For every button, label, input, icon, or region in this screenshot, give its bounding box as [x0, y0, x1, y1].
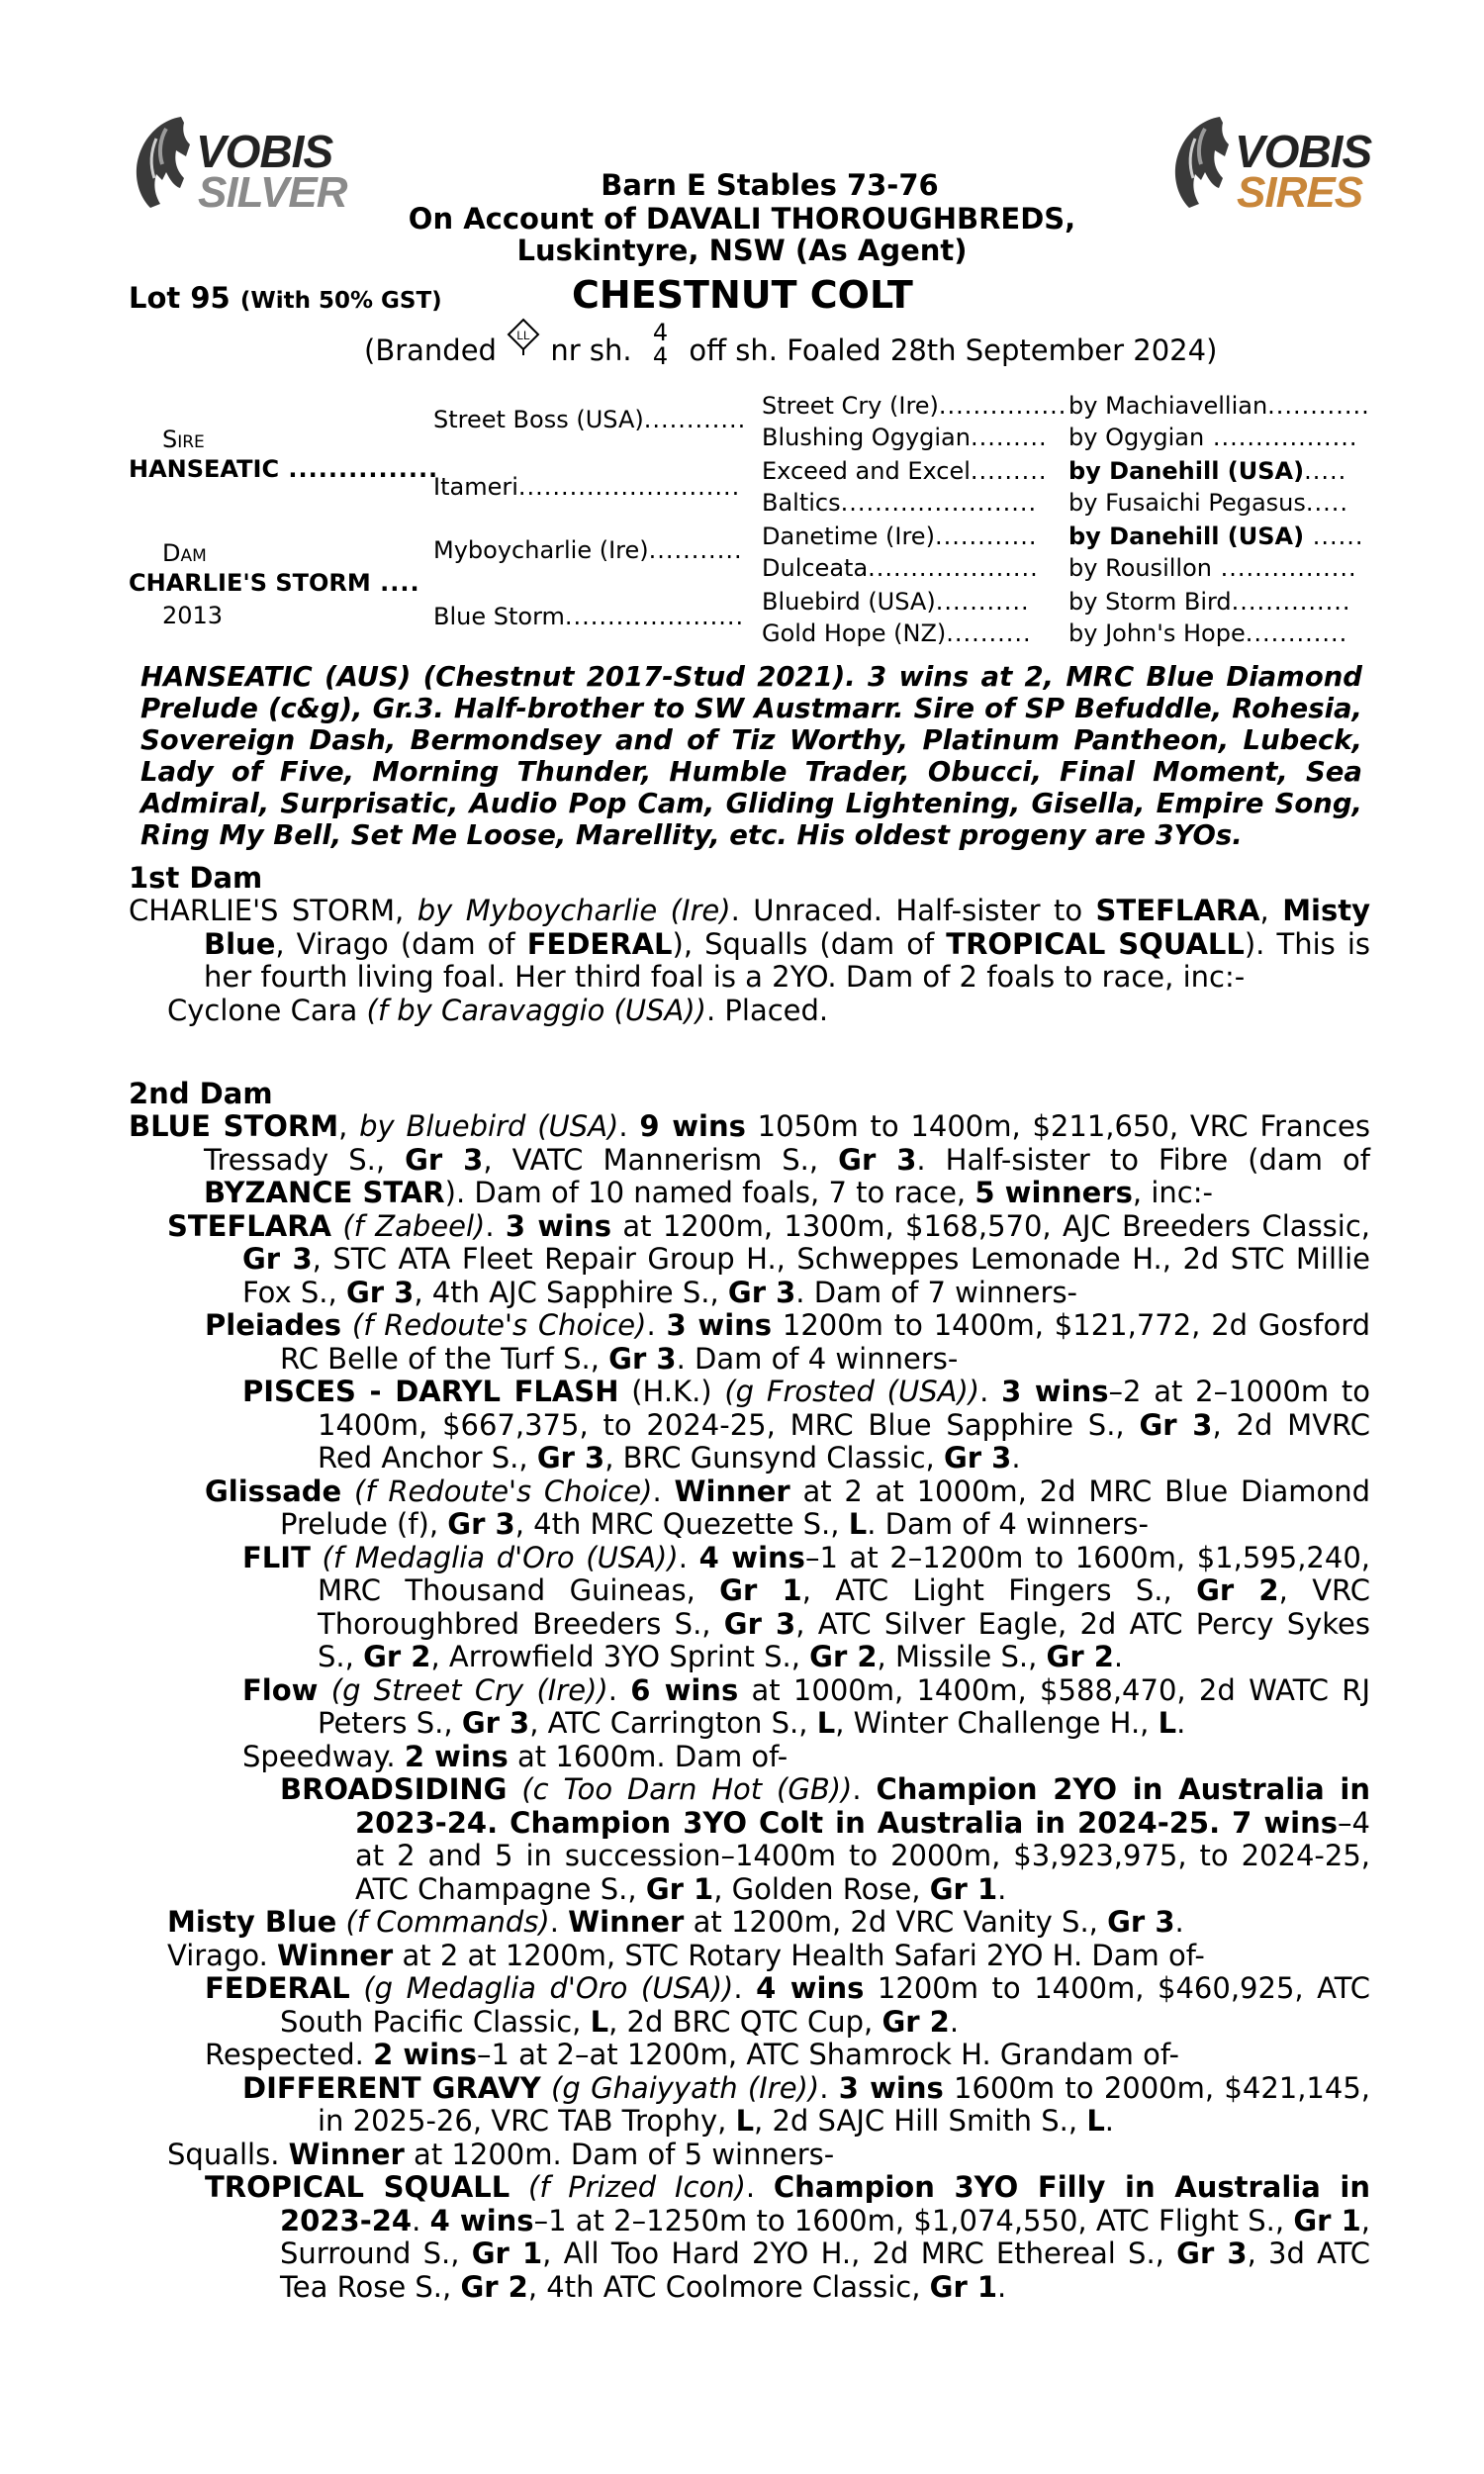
entry-text: 2 wins	[373, 2038, 477, 2071]
entry-text: .	[618, 1109, 640, 1143]
pedigree-entry	[129, 1972, 1370, 2039]
entry-text: . Dam of 4 winners-	[676, 1341, 959, 1376]
entry-text: .	[852, 1772, 877, 1806]
entry-text: . Dam of 7 winners-	[795, 1275, 1078, 1309]
pedigree-entry	[129, 1906, 1370, 1940]
g2-text: Street Cry (Ire)	[762, 392, 939, 420]
entry-text: .	[607, 1672, 631, 1707]
g3-text: by Danehill (USA)	[1068, 523, 1305, 550]
dam-name: CHARLIE'S STORM ....	[129, 569, 420, 597]
g3-text: by John's Hope	[1068, 619, 1246, 647]
entry-text: (f Redoute's Choice)	[354, 1474, 653, 1508]
g3-5: by Danehill (USA) ......	[1068, 523, 1364, 550]
pedigree-entry	[129, 1210, 1370, 1310]
entry-text: (g Medaglia d'Oro (USA))	[363, 1971, 734, 2005]
entry-text	[341, 1308, 352, 1342]
entry-text: Respected.	[205, 2038, 374, 2071]
entry-text: Glissade	[205, 1474, 342, 1508]
gst-note: (With 50% GST)	[239, 288, 442, 314]
entry-text: Gr 3	[345, 1275, 415, 1309]
entry-text: Champion 3YO Filly in Australia in 2023-24	[280, 2170, 1370, 2237]
dam-dam: Blue Storm.....................	[433, 603, 745, 630]
first-dam-heading: 1st Dam	[129, 861, 263, 895]
g2-5: Danetime (Ire)............	[762, 523, 1038, 550]
entry-text: Gr 2	[809, 1640, 878, 1673]
entry-text	[341, 1475, 354, 1508]
entry-text: at 1600m. Dam of-	[508, 1739, 788, 1773]
pedigree-entry	[129, 1674, 1370, 1741]
entry-text: (f Prized Icon)	[528, 2170, 746, 2204]
entry-text: L	[590, 2004, 609, 2039]
entry-text: , 2d BRC QTC Cup,	[608, 2004, 882, 2039]
entry-text	[336, 1905, 345, 1939]
entry-text: –4 at 2 and 5 in succession–1400m to 2000m, $3,923,975, to 2024-25, ATC Champagne S.,	[355, 1805, 1370, 1906]
text: . Unraced. Half-sister to	[730, 894, 1096, 927]
entry-text: Gr 3	[405, 1142, 484, 1177]
entry-text: .	[1011, 1441, 1021, 1475]
entry-text: .	[979, 1375, 1002, 1408]
dam-sire: Myboycharlie (Ire)...........	[433, 536, 743, 564]
entry-text: .	[819, 2070, 839, 2105]
g2-text: Danetime (Ire)	[762, 523, 935, 550]
entry-text: BLUE STORM	[129, 1109, 339, 1143]
entry-text: BYZANCE STAR	[204, 1176, 445, 1209]
dam-sire: by Myboycharlie (Ire)	[417, 894, 731, 927]
entry-text: Gr 3	[608, 1341, 677, 1376]
entry-text: .	[652, 1474, 675, 1508]
entry-text: (f Zabeel)	[342, 1208, 486, 1243]
entry-text: at 1200m, 1300m, $168,570, AJC Breeders Classic,	[610, 1208, 1371, 1243]
entry-text: at 2 at 1000m, 2d MRC Blue Diamond Prelude (f),	[280, 1474, 1370, 1541]
entry-text: 1200m to 1400m, $121,772, 2d Gosford RC Belle of the Turf S.,	[280, 1308, 1371, 1376]
pedigree-entry	[129, 1940, 1370, 1973]
entry-text: L	[848, 1507, 868, 1541]
relative: FEDERAL	[526, 926, 673, 961]
entry-text	[331, 1209, 342, 1243]
pedigree-entry	[129, 2039, 1370, 2072]
entry-text: .	[646, 1308, 667, 1342]
entry-text: Virago.	[167, 1938, 278, 1972]
entry-text: , BRC Gunsynd Classic,	[604, 1441, 944, 1475]
second-dam-heading: 2nd Dam	[129, 1077, 273, 1110]
g2-text: Baltics	[762, 489, 841, 517]
entry-text: , 2d SAJC Hill Smith S.,	[754, 2104, 1087, 2138]
entry-text: L	[1086, 2104, 1105, 2138]
relative: TROPICAL SQUALL	[946, 926, 1245, 961]
entry-text: 4 wins	[756, 1971, 865, 2005]
entry-text: Gr 1	[1293, 2203, 1361, 2237]
entry-text: .	[1174, 1905, 1184, 1939]
entry-text: 1050m to 1400m, $211,650, VRC Frances Tressady S.,	[204, 1109, 1370, 1177]
entry-text: , 2d MVRC Red Anchor S.,	[318, 1407, 1370, 1475]
g3-text: by Danehill (USA)	[1068, 457, 1305, 485]
entry-text: Winner	[277, 1938, 394, 1972]
entry-text: .	[549, 1905, 569, 1939]
entry-text: . Dam of 4 winners-	[867, 1507, 1149, 1541]
entry-text: (H.K.)	[618, 1375, 725, 1408]
frac-top: 4	[652, 319, 669, 346]
entry-text: , Missile S.,	[877, 1640, 1047, 1673]
entry-text: ,	[338, 1109, 360, 1143]
g1-text: Itameri	[433, 473, 518, 501]
logo-word-2: SIRES	[1237, 168, 1363, 217]
lot-number: Lot 95	[129, 281, 231, 315]
entry-text: at 2 at 1200m, STC Rotary Health Safari 2YO H. Dam of-	[393, 1938, 1205, 1972]
g3-1: by Machiavellian............	[1068, 392, 1370, 420]
text: ). This is her fourth living foal. Her third foal is a 2YO. Dam of 2 foals to race, inc:-	[204, 926, 1370, 994]
entry-text: .	[745, 2170, 774, 2204]
entry-text	[350, 1971, 364, 2005]
sire-sire: Street Boss (USA)............	[433, 406, 747, 433]
g3-3: by Danehill (USA).....	[1068, 457, 1347, 485]
entry-text: , ATC Carrington S.,	[529, 1706, 817, 1740]
entry-text: Gr 2	[460, 2269, 528, 2304]
relative: Misty Blue	[204, 894, 1371, 961]
entry-text: DIFFERENT GRAVY	[242, 2070, 541, 2105]
sire-name: HANSEATIC ...............	[129, 455, 439, 483]
entry-text: Gr 3	[723, 1606, 796, 1641]
brand-mark-text: LL	[516, 329, 530, 342]
pedigree-entry	[129, 1110, 1370, 1210]
pedigree-entry	[129, 1376, 1370, 1475]
brand-fraction	[653, 321, 668, 368]
first-dam-block	[129, 895, 1370, 1027]
entry-text: Gr 1	[929, 2269, 998, 2304]
entry-text: .	[678, 1540, 699, 1574]
g2-text: Bluebird (USA)	[762, 588, 936, 616]
entry-text: , VATC Mannerism S.,	[483, 1142, 839, 1177]
entry-text: Gr 3	[242, 1242, 313, 1276]
entry-text: PISCES - DARYL FLASH	[242, 1375, 619, 1408]
entry-text: Flow	[242, 1672, 319, 1707]
entry-text: , Surround S.,	[280, 2203, 1370, 2270]
entry-text: , Arrowfield 3YO Sprint S.,	[430, 1640, 810, 1673]
brand-near-side: nr sh.	[550, 333, 632, 367]
entry-text: , VRC Thoroughbred Breeders S.,	[318, 1573, 1370, 1641]
entry-text: L	[816, 1706, 836, 1740]
entry-text: .	[485, 1208, 506, 1243]
entry-text: Gr 2	[1046, 1640, 1114, 1673]
second-dam-block	[129, 1110, 1370, 2304]
entry-text: (g Street Cry (Ire))	[330, 1672, 608, 1707]
first-dam-foal	[129, 995, 1370, 1028]
entry-text: , Winter Challenge H.,	[835, 1706, 1159, 1740]
entry-text: 2 wins	[404, 1739, 509, 1773]
brand-line	[364, 319, 1218, 376]
g3-8: by John's Hope............	[1068, 619, 1348, 647]
entry-text	[541, 2071, 551, 2105]
dam-label: Dam	[162, 539, 207, 567]
g3-7: by Storm Bird..............	[1068, 588, 1351, 616]
entry-text: (f Redoute's Choice)	[351, 1308, 647, 1342]
frac-bottom: 4	[652, 342, 669, 370]
entry-text: 3 wins	[666, 1308, 773, 1342]
g3-text: by Rousillon	[1068, 554, 1212, 582]
brand-off-side-foaled: off sh. Foaled 28th September 2024)	[689, 333, 1218, 367]
first-dam-entry: CHARLIE'S STORM, by Myboycharlie (Ire). Unraced. Half-sister to STEFLARA, Misty Blue, Virago (dam of FEDERAL), Squalls (dam of TROPICAL SQUALL). This is her fourth living foal. Her third foal is a 2YO. Dam of 2 foals to race, inc:-	[129, 894, 1371, 994]
g2-6: Dulceata....................	[762, 554, 1039, 582]
g2-text: Gold Hope (NZ)	[762, 619, 947, 647]
text: , Virago (dam of	[275, 926, 527, 961]
entry-text: .	[1176, 1706, 1186, 1740]
entry-text: –1 at 2–1200m to 1600m, $1,595,240, MRC Thousand Guineas,	[318, 1540, 1370, 1607]
entry-text: .	[412, 2203, 430, 2237]
entry-text: 3 wins	[1001, 1375, 1109, 1408]
pedigree-entry	[129, 2072, 1370, 2139]
entry-text: . Half-sister to Fibre (dam of	[916, 1142, 1370, 1177]
pedigree-entry	[129, 2171, 1370, 2304]
g2-4: Baltics.......................	[762, 489, 1038, 517]
vendor-account: On Account of DAVALI THOROUGHBREDS,	[408, 202, 1076, 236]
g2-8: Gold Hope (NZ)..........	[762, 619, 1032, 647]
pedigree-entry	[129, 1309, 1370, 1376]
entry-text: Gr 3	[1139, 1407, 1213, 1442]
entry-text: L	[735, 2104, 755, 2138]
entry-text: , STC ATA Fleet Repair Group H., Schweppes Lemonade H., 2d STC Millie Fox S.,	[242, 1242, 1370, 1309]
entry-text: Gr 2	[881, 2004, 950, 2039]
entry-text	[510, 2170, 528, 2204]
entry-text	[318, 1673, 330, 1707]
g3-text: by Storm Bird	[1068, 588, 1232, 616]
pedigree-entry	[129, 1741, 1370, 1774]
entry-text: , 3d ATC Tea Rose S.,	[280, 2236, 1370, 2304]
entry-text: Speedway.	[242, 1739, 405, 1773]
entry-text: 9 wins	[639, 1109, 746, 1143]
entry-text: 1600m to 2000m, $421,145, in 2025-26, VRC TAB Trophy,	[318, 2070, 1371, 2138]
foal-name: Cyclone Cara	[167, 993, 358, 1027]
entry-text: BROADSIDING	[280, 1772, 508, 1806]
g2-1: Street Cry (Ire)...............	[762, 392, 1067, 420]
entry-text: 4 wins	[429, 2203, 534, 2237]
entry-text: Winner	[288, 2137, 405, 2171]
entry-text: (c Too Darn Hot (GB))	[521, 1772, 853, 1806]
entry-text: L	[1158, 1706, 1177, 1740]
sire-name-text: HANSEATIC	[129, 455, 280, 483]
relative: STEFLARA	[1095, 894, 1260, 927]
g2-3: Exceed and Excel.........	[762, 457, 1048, 485]
g3-4: by Fusaichi Pegasus.....	[1068, 489, 1349, 517]
entry-text: Squalls.	[167, 2137, 289, 2171]
entry-text: ). Dam of 10 named foals, 7 to race,	[444, 1176, 975, 1209]
entry-text: 3 wins	[505, 1208, 611, 1243]
entry-text: .	[997, 1871, 1007, 1906]
entry-text: .	[1113, 1640, 1124, 1673]
entry-text	[311, 1541, 323, 1574]
entry-text: at 1000m, 1400m, $588,470, 2d WATC RJ Peters S.,	[318, 1672, 1370, 1740]
entry-text: , All Too Hard 2YO H., 2d MRC Ethereal S.,	[542, 2236, 1177, 2270]
entry-text: .	[1104, 2104, 1115, 2138]
barn-location: Barn E Stables 73-76	[601, 168, 939, 202]
entry-text: Gr 3	[447, 1507, 515, 1541]
g3-6: by Rousillon ................	[1068, 554, 1357, 582]
entry-text: at 1200m, 2d VRC Vanity S.,	[684, 1905, 1108, 1939]
sire-history: HANSEATIC (AUS) (Chestnut 2017-Stud 2021). 3 wins at 2, MRC Blue Diamond Prelude (c&g), Gr.3. Half-brother to SW Austmarr. Sire of SP Befuddle, Rohesia, Sovereign Dash, Bermondsey and of Tiz Worthy, Platinum Pantheon, Lubeck, Lady of Five, Morning Thunder, Humble Trader, Obucci, Final Moment, Sea Admiral, Surprisatic, Audio Pop Cam, Gliding Lightening, Gisella, Empire Song, Ring My Bell, Set Me Loose, Marellity, etc. His oldest progeny are 3YOs.	[140, 661, 1362, 851]
logo-word-1: VOBIS	[196, 126, 333, 177]
entry-text: Winner	[674, 1474, 790, 1508]
logo-word-1: VOBIS	[1235, 126, 1372, 177]
entry-text: Gr 2	[363, 1640, 431, 1673]
entry-text: (f Commands)	[345, 1905, 550, 1939]
pedigree-entry	[129, 1542, 1370, 1674]
entry-text: , 4th AJC Sapphire S.,	[414, 1275, 728, 1309]
entry-text: .	[733, 1971, 757, 2005]
entry-text: Gr 3	[1107, 1905, 1175, 1939]
entry-text: Gr 3	[1176, 2236, 1248, 2270]
text: ,	[1259, 894, 1283, 927]
entry-text: Gr 3	[727, 1275, 796, 1309]
lot-title: CHESTNUT COLT	[572, 273, 913, 317]
entry-text: 6 wins	[630, 1672, 739, 1707]
entry-text: , ATC Light Fingers S.,	[801, 1573, 1197, 1607]
entry-text: Gr 1	[645, 1871, 714, 1906]
pedigree-entry	[129, 1475, 1370, 1542]
entry-text: Gr 3	[943, 1441, 1012, 1475]
entry-text: 3 wins	[838, 2070, 944, 2105]
entry-text: 5 winners	[974, 1176, 1133, 1209]
entry-text: Gr 3	[536, 1441, 605, 1475]
g3-text: by Fusaichi Pegasus	[1068, 489, 1306, 517]
entry-text: , ATC Silver Eagle, 2d ATC Percy Sykes S.,	[318, 1606, 1370, 1673]
entry-text: 4 wins	[698, 1540, 805, 1574]
brand-mark-icon	[506, 317, 541, 356]
g2-text: Exceed and Excel	[762, 457, 971, 485]
entry-text: –1 at 2–at 1200m, ATC Shamrock H. Grandam of-	[476, 2038, 1179, 2071]
lot-number-line	[129, 281, 442, 315]
g1-text: Myboycharlie (Ire)	[433, 536, 649, 564]
entry-text: Champion 2YO in Australia in 2023-24. Champion 3YO Colt in Australia in 2024-25. 7 wins	[355, 1772, 1371, 1840]
dam-year: 2013	[162, 602, 224, 629]
foal-sire: (f by Caravaggio (USA))	[366, 993, 706, 1027]
entry-text: Misty Blue	[167, 1905, 337, 1939]
dam-name: CHARLIE'S STORM	[129, 894, 396, 927]
entry-text: Gr 1	[471, 2236, 543, 2270]
sire-dam: Itameri..........................	[433, 473, 741, 501]
entry-text: at 1200m. Dam of 5 winners-	[404, 2137, 835, 2171]
dam-name-text: CHARLIE'S STORM	[129, 569, 371, 597]
entry-text: FLIT	[242, 1540, 311, 1574]
g2-text: Dulceata	[762, 554, 869, 582]
entry-text: Gr 1	[719, 1573, 802, 1607]
sire-label: Sire	[162, 426, 205, 453]
g3-text: by Ogygian	[1068, 424, 1205, 451]
g2-text: Blushing Ogygian	[762, 424, 971, 451]
entry-text: , Golden Rose,	[713, 1871, 930, 1906]
entry-text: FEDERAL	[205, 1971, 350, 2005]
brand-prefix: (Branded	[364, 333, 497, 367]
entry-text: .	[949, 2004, 960, 2039]
entry-text: , inc:-	[1132, 1176, 1213, 1209]
entry-text: Winner	[568, 1905, 685, 1939]
entry-text	[507, 1772, 521, 1806]
g2-2: Blushing Ogygian.........	[762, 424, 1048, 451]
entry-text: Gr 3	[838, 1142, 917, 1177]
text: ), Squalls (dam of	[672, 926, 947, 961]
entry-text: TROPICAL SQUALL	[205, 2170, 510, 2204]
g1-text: Street Boss (USA)	[433, 406, 644, 433]
g3-2: by Ogygian .................	[1068, 424, 1358, 451]
entry-text: , 4th ATC Coolmore Classic,	[527, 2269, 930, 2304]
entry-text: 1200m to 1400m, $460,925, ATC South Pacific Classic,	[280, 1971, 1371, 2039]
foal-result: . Placed.	[705, 993, 829, 1027]
entry-text: (f Medaglia d'Oro (USA))	[322, 1540, 679, 1574]
entry-text: STEFLARA	[167, 1208, 331, 1243]
entry-text: , 4th MRC Quezette S.,	[514, 1507, 849, 1541]
entry-text: Gr 1	[929, 1871, 998, 1906]
entry-text: (g Ghaiyyath (Ire))	[551, 2070, 820, 2105]
entry-text: Gr 3	[461, 1706, 530, 1740]
entry-text: by Bluebird (USA)	[359, 1109, 619, 1143]
entry-text: –1 at 2–1250m to 1600m, $1,074,550, ATC Flight S.,	[533, 2203, 1294, 2237]
logo-word-2: SILVER	[198, 168, 347, 217]
pedigree-entry	[129, 2139, 1370, 2172]
entry-text: (g Frosted (USA))	[724, 1375, 980, 1408]
g1-text: Blue Storm	[433, 603, 565, 630]
g3-text: by Machiavellian	[1068, 392, 1268, 420]
entry-text: –2 at 2–1000m to 1400m, $667,375, to 2024-25, MRC Blue Sapphire S.,	[318, 1375, 1370, 1442]
entry-text: .	[997, 2269, 1007, 2304]
entry-text: Gr 2	[1196, 1573, 1279, 1607]
vendor-location: Luskintyre, NSW (As Agent)	[516, 234, 968, 267]
entry-text: Pleiades	[205, 1308, 342, 1342]
pedigree-entry	[129, 1773, 1370, 1906]
g2-7: Bluebird (USA)...........	[762, 588, 1030, 616]
